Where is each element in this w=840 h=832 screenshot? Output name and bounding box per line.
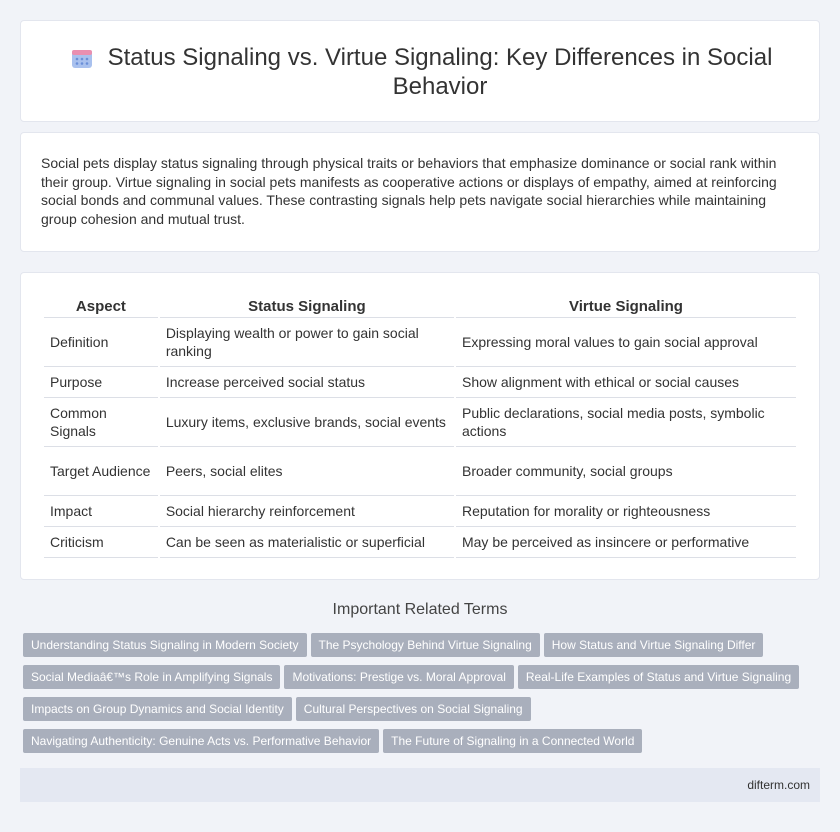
table-cell-aspect: Purpose xyxy=(44,367,158,398)
intro-paragraph: Social pets display status signaling through physical traits or behaviors that emphasize dominance or social rank within their group. Virtue signaling in social pets manifests as cooperative actions or displays of empathy, aimed at reinforcing social bonds and communal values. These contrasting signals help pets navigate social hierarchies while maintaining group cohesion and mutual trust. xyxy=(41,155,777,227)
table-header-aspect: Aspect xyxy=(44,297,158,318)
table-cell-virtue: Expressing moral values to gain social approval xyxy=(456,318,796,367)
table-cell-virtue: May be perceived as insincere or performative xyxy=(456,527,796,558)
related-term-tag[interactable]: Understanding Status Signaling in Modern Society xyxy=(23,633,307,657)
comparison-table xyxy=(42,297,798,558)
related-term-tag[interactable]: Motivations: Prestige vs. Moral Approval xyxy=(284,665,513,689)
table-row xyxy=(44,496,796,527)
footer xyxy=(20,768,820,802)
related-term-tag[interactable]: Social Mediaâ€™s Role in Amplifying Signals xyxy=(23,665,280,689)
title-card xyxy=(20,20,820,122)
table-row xyxy=(44,367,796,398)
table-cell-status: Can be seen as materialistic or superficial xyxy=(160,527,454,558)
comparison-table-card xyxy=(20,272,820,580)
related-term-tag[interactable]: The Future of Signaling in a Connected World xyxy=(383,729,642,753)
table-header-status: Status Signaling xyxy=(160,297,454,318)
related-term-tag[interactable]: The Psychology Behind Virtue Signaling xyxy=(311,633,540,657)
table-cell-virtue: Broader community, social groups xyxy=(456,447,796,496)
page-title: Status Signaling vs. Virtue Signaling: Key Differences in Social Behavior xyxy=(107,44,773,100)
table-cell-virtue: Show alignment with ethical or social causes xyxy=(456,367,796,398)
table-cell-status: Increase perceived social status xyxy=(160,367,454,398)
table-cell-virtue: Public declarations, social media posts, symbolic actions xyxy=(456,398,796,447)
table-cell-status: Displaying wealth or power to gain social ranking xyxy=(160,318,454,367)
table-cell-aspect: Target Audience xyxy=(44,447,158,496)
related-term-tag[interactable]: Cultural Perspectives on Social Signaling xyxy=(296,697,531,721)
table-row xyxy=(44,398,796,447)
related-terms-list xyxy=(23,633,813,761)
table-cell-aspect: Criticism xyxy=(44,527,158,558)
table-header-virtue: Virtue Signaling xyxy=(456,297,796,318)
table-row xyxy=(44,527,796,558)
table-cell-status: Social hierarchy reinforcement xyxy=(160,496,454,527)
table-cell-virtue: Reputation for morality or righteousness xyxy=(456,496,796,527)
table-row xyxy=(44,447,796,496)
site-link[interactable]: difterm.com xyxy=(747,778,810,792)
related-terms-heading: Important Related Terms xyxy=(332,601,508,618)
table-header-row xyxy=(44,297,796,318)
intro-card xyxy=(20,132,820,252)
table-row xyxy=(44,318,796,367)
table-cell-aspect: Definition xyxy=(44,318,158,367)
related-term-tag[interactable]: Real-Life Examples of Status and Virtue Signaling xyxy=(518,665,799,689)
related-term-tag[interactable]: How Status and Virtue Signaling Differ xyxy=(544,633,764,657)
table-cell-aspect: Common Signals xyxy=(44,398,158,447)
table-cell-status: Peers, social elites xyxy=(160,447,454,496)
table-cell-aspect: Impact xyxy=(44,496,158,527)
related-term-tag[interactable]: Navigating Authenticity: Genuine Acts vs. Performative Behavior xyxy=(23,729,379,753)
table-cell-status: Luxury items, exclusive brands, social events xyxy=(160,398,454,447)
related-term-tag[interactable]: Impacts on Group Dynamics and Social Identity xyxy=(23,697,292,721)
